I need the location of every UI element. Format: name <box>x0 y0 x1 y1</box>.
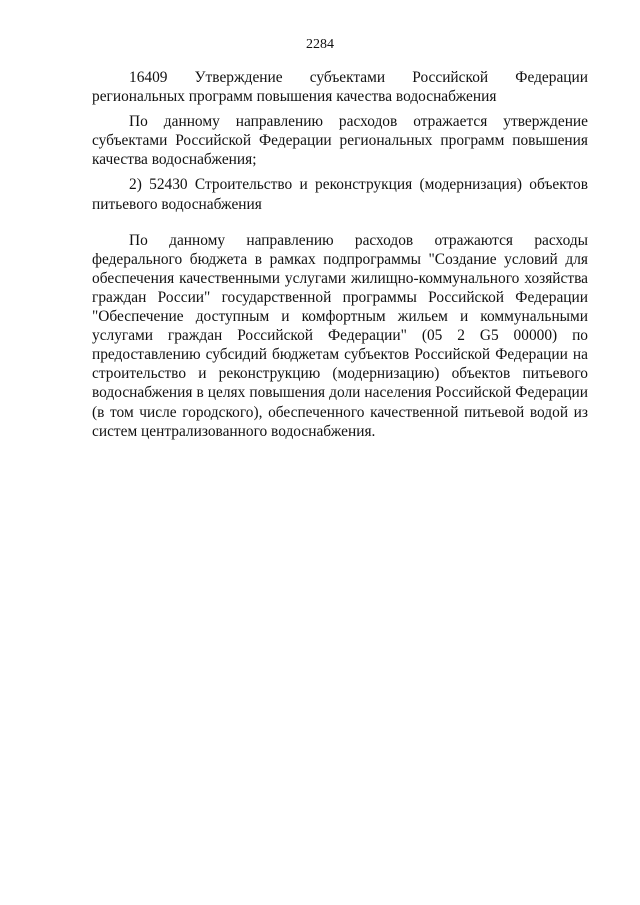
paragraph-52430-title: 2) 52430 Строительство и реконструкция (модернизация) объектов питьевого водоснабжения <box>92 176 588 213</box>
paragraph-16409-title: 16409 Утверждение субъектами Российской Федерации региональных программ повышения качества водоснабжения <box>92 69 588 106</box>
page-number: 2284 <box>306 37 334 52</box>
document-body <box>92 68 588 441</box>
paragraph-52430-description: По данному направлению расходов отражаются расходы федерального бюджета в рамках подпрограммы "Создание условий для обеспечения качественными услугами жилищно-коммунального хозяйства граждан России" государственной программы Российской Федерации "Обеспечение доступным и комфортным жильем и коммунальными услугами граждан Российской Федерации" (05 2 G5 00000) по предоставлению субсидий бюджетам субъектов Российской Федерации на строительство и реконструкцию (модернизацию) объектов питьевого водоснабжения в целях повышения доли населения Российской Федерации (в том числе городского), обеспеченного качественной питьевой водой из систем централизованного водоснабжения. <box>92 231 588 440</box>
paragraph-16409-description: По данному направлению расходов отражается утверждение субъектами Российской Федерации региональных программ повышения качества водоснабжения; <box>92 113 588 169</box>
